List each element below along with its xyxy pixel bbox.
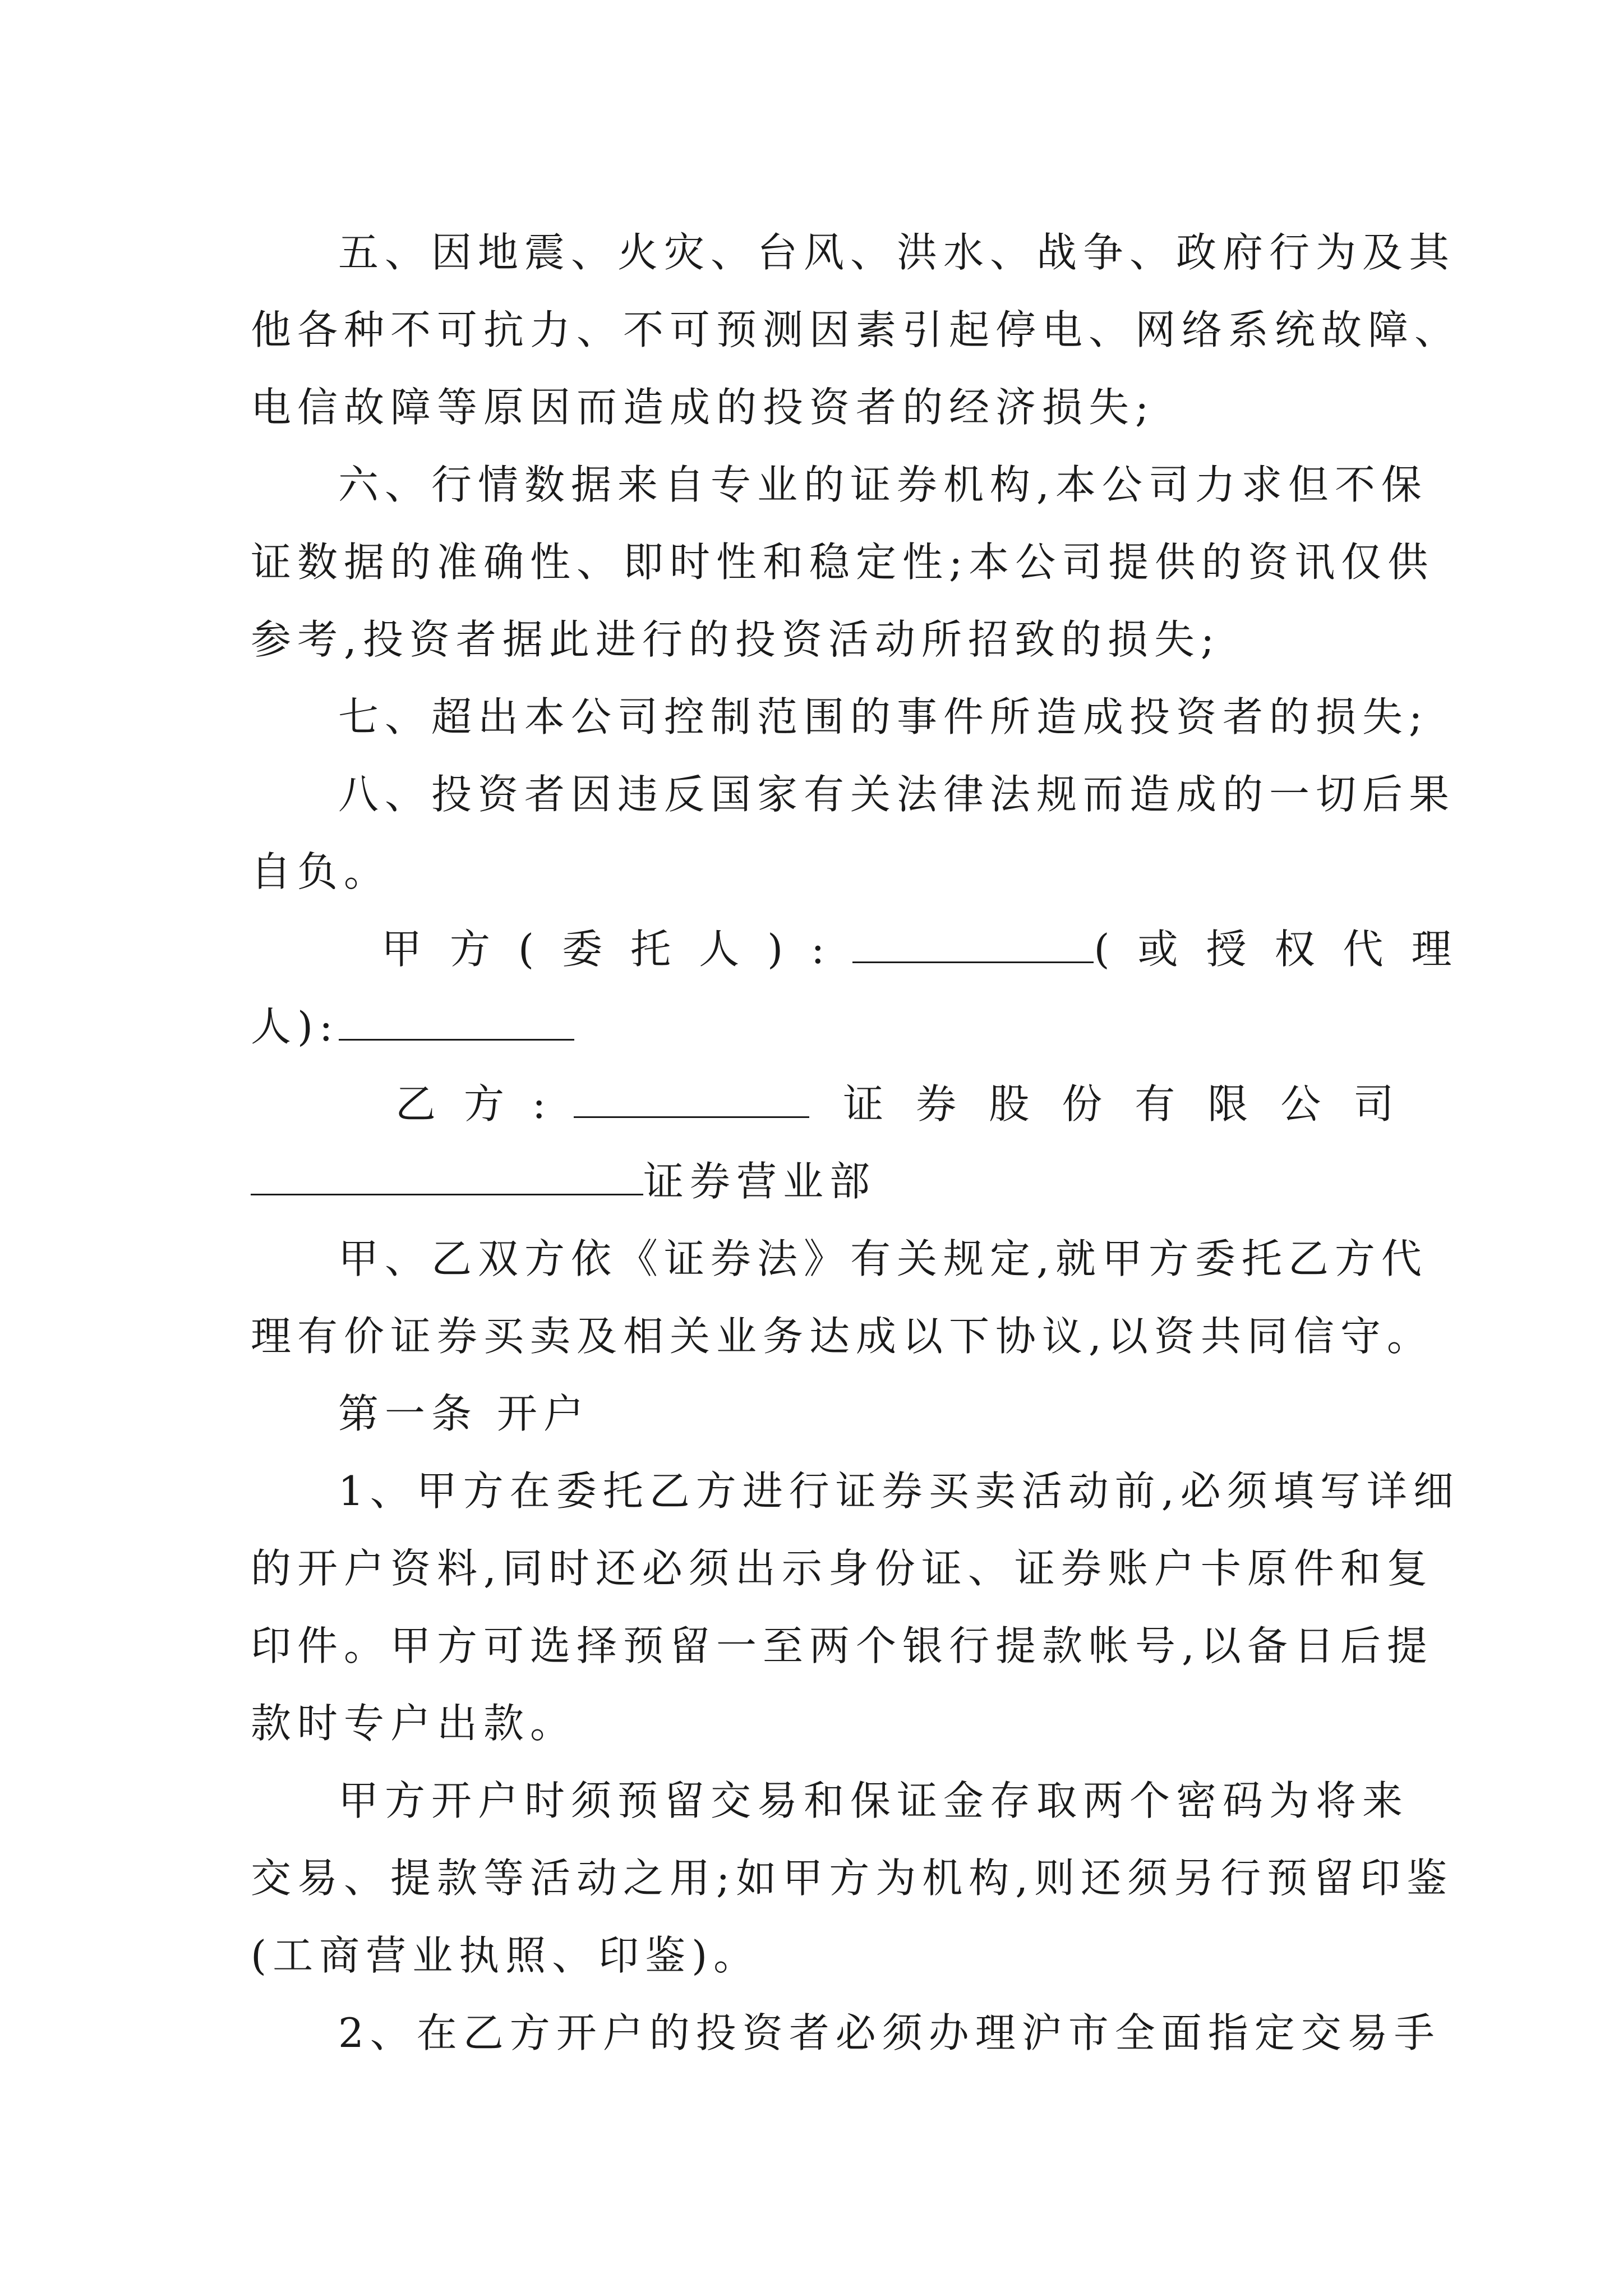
article-1-item-1-line-2: 的开户资料,同时还必须出示身份证、证券账户卡原件和复 [251,1545,1433,1592]
party-a-agent: (或授权代理 [1094,926,1480,973]
clause-5-line-2: 他各种不可抗力、不可预测因素引起停电、网络系统故障、 [251,306,1461,353]
party-a-agent-blank [339,1005,574,1041]
article-1-item-1-line-1: 1、甲方在委托乙方进行证券买卖活动前,必须填写详细 [338,1467,1460,1515]
clause-6-line-2: 证数据的准确性、即时性和稳定性;本公司提供的资讯仅供 [251,539,1435,586]
party-b-blank [574,1083,809,1118]
agreement-intro-line-2: 理有价证券买卖及相关业务达成以下协议,以资共同信守。 [251,1313,1433,1360]
clause-7-line-1: 七、超出本公司控制范围的事件所造成投资者的损失; [338,693,1429,740]
party-a-agent-cont: 人): [251,1003,339,1050]
clause-6-line-3: 参考,投资者据此进行的投资活动所招致的损失; [251,616,1221,663]
clause-8-line-2: 自负。 [251,848,391,895]
article-1-heading: 第一条 开户 [338,1390,590,1437]
article-1-para-line-2: 交易、提款等活动之用;如甲方为机构,则还须另行预留印鉴 [251,1855,1454,1902]
article-1-item-1-line-3: 印件。甲方可选择预留一至两个银行提款帐号,以备日后提 [251,1622,1433,1669]
clause-6-line-1: 六、行情数据来自专业的证券机构,本公司力求但不保 [338,461,1428,508]
party-a-line-2 [0,999,1623,1055]
party-b-dept-blank [251,1160,643,1195]
article-1-para-line-3: (工商营业执照、印鉴)。 [251,1932,760,1979]
clause-8-line-1: 八、投资者因违反国家有关法律法规而造成的一切后果 [338,771,1456,818]
article-1-item-2-line-1: 2、在乙方开户的投资者必须办理沪市全面指定交易手 [338,2009,1441,2056]
party-a-label: 甲方(委托人): [381,926,853,973]
agreement-intro-line-1: 甲、乙双方依《证券法》有关规定,就甲方委托乙方代 [338,1235,1428,1282]
article-1-para-line-1: 甲方开户时须预留交易和保证金存取两个密码为将来 [338,1777,1409,1824]
party-b-line-2 [0,1153,1623,1209]
party-a-blank [852,928,1094,963]
clause-5-line-1: 五、因地震、火灾、台风、洪水、战争、政府行为及其 [338,229,1456,276]
party-a-line-1 [0,921,1623,977]
party-b-label: 乙方: [395,1080,574,1128]
party-b-line-1 [0,1076,1623,1132]
party-b-company: 证券股份有限公司 [843,1080,1427,1128]
article-1-item-1-line-4: 款时专户出款。 [251,1700,577,1747]
clause-5-line-3: 电信故障等原因而造成的投资者的经济损失; [251,384,1155,431]
party-b-dept: 证券营业部 [643,1158,877,1205]
